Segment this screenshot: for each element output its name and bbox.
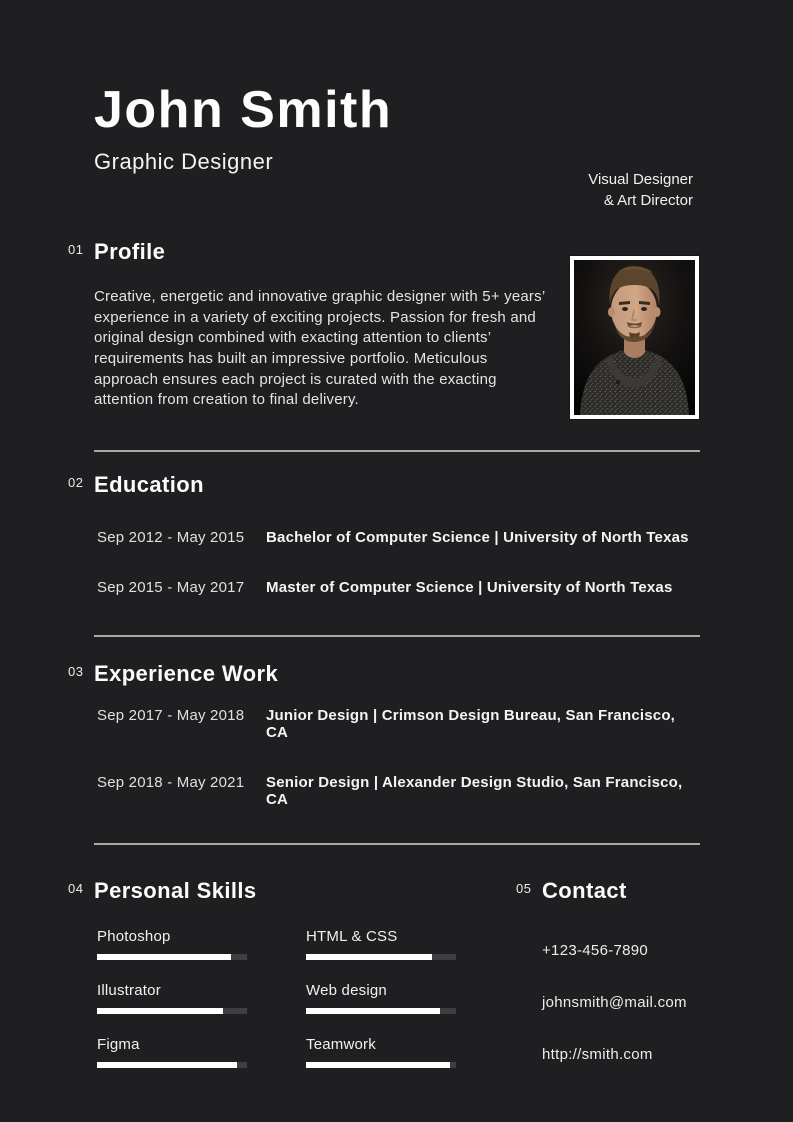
contact-number: 05 [516, 880, 532, 896]
skill-teamwork [306, 1036, 456, 1068]
skill-label: Illustrator [97, 981, 161, 999]
skill-label: Teamwork [306, 1035, 376, 1053]
experience-number: 03 [68, 663, 84, 679]
skills-number: 04 [68, 880, 84, 896]
education-row [94, 529, 700, 546]
experience-row [94, 707, 700, 741]
skill-bar-fill [97, 1062, 237, 1068]
skill-bar-fill [97, 954, 231, 960]
education-description: Bachelor of Computer Science | University of North Texas [266, 528, 689, 546]
person-role: Graphic Designer [94, 149, 274, 175]
skill-bar-track [306, 1062, 456, 1068]
divider [94, 843, 700, 845]
education-row [94, 579, 700, 596]
skill-html-css [306, 928, 456, 960]
profile-photo [569, 255, 700, 420]
skill-label: Photoshop [97, 927, 171, 945]
profile-text: Creative, energetic and innovative graphic designer with 5+ years’ experience in a variety of exciting projects. Passion for fresh and original design combined with exacting attention to clients’ requirements has built an impressive portfolio. Meticulous approach ensures each project is curated with the exacting attention from creation to final delivery. [94, 288, 545, 409]
skill-photoshop [97, 928, 247, 960]
skill-illustrator [97, 982, 247, 1014]
education-heading [68, 471, 700, 498]
experience-section [0, 661, 793, 808]
experience-period: Sep 2017 - May 2018 [97, 706, 245, 724]
experience-description: Senior Design | Alexander Design Studio, San Francisco, CA [266, 773, 683, 808]
contact-section [516, 877, 700, 1098]
experience-title: Experience Work [94, 660, 279, 686]
side-role-line1: Visual Designer [588, 171, 693, 188]
profile-number: 01 [68, 242, 84, 258]
contact-heading [516, 877, 700, 904]
skill-bar-track [306, 1008, 456, 1014]
bottom-area [0, 878, 793, 1098]
contact-email: johnsmith@mail.com [542, 993, 687, 1011]
education-rows [94, 529, 700, 596]
skill-bar-fill [306, 954, 432, 960]
contact-phone: +123-456-7890 [542, 941, 649, 959]
education-period: Sep 2015 - May 2017 [97, 578, 245, 596]
person-name: John Smith [94, 81, 393, 139]
experience-period: Sep 2018 - May 2021 [97, 773, 245, 791]
side-role-line2: & Art Director [603, 192, 693, 209]
divider [94, 635, 700, 637]
skills-heading [68, 877, 456, 904]
education-section [0, 472, 793, 596]
skill-web-design [306, 982, 456, 1014]
skills-grid [97, 928, 456, 1090]
header [0, 0, 793, 175]
education-description: Master of Computer Science | University of North Texas [266, 578, 673, 596]
experience-description: Junior Design | Crimson Design Bureau, San Francisco, CA [266, 706, 676, 741]
profile-title: Profile [94, 239, 166, 265]
skill-bar-track [97, 1062, 247, 1068]
side-role [588, 169, 693, 211]
experience-rows [94, 707, 700, 808]
divider [94, 450, 700, 452]
skill-bar-fill [306, 1062, 450, 1068]
experience-row [94, 774, 700, 808]
education-number: 02 [68, 474, 84, 490]
skill-bar-fill [306, 1008, 440, 1014]
skill-label: HTML & CSS [306, 927, 398, 945]
skills-section [68, 877, 456, 1098]
education-period: Sep 2012 - May 2015 [97, 528, 245, 546]
skill-bar-track [97, 954, 247, 960]
portrait-illustration [574, 260, 695, 415]
profile-heading [68, 239, 700, 265]
skill-bar-track [97, 1008, 247, 1014]
education-title: Education [94, 471, 204, 497]
skill-bar-track [306, 954, 456, 960]
contact-items [542, 942, 700, 1063]
skill-label: Web design [306, 981, 387, 999]
experience-heading [68, 660, 700, 687]
contact-website: http://smith.com [542, 1045, 653, 1063]
skills-title: Personal Skills [94, 877, 257, 903]
contact-title: Contact [542, 877, 627, 903]
skill-figma [97, 1036, 247, 1068]
skill-label: Figma [97, 1035, 140, 1053]
skill-bar-fill [97, 1008, 223, 1014]
